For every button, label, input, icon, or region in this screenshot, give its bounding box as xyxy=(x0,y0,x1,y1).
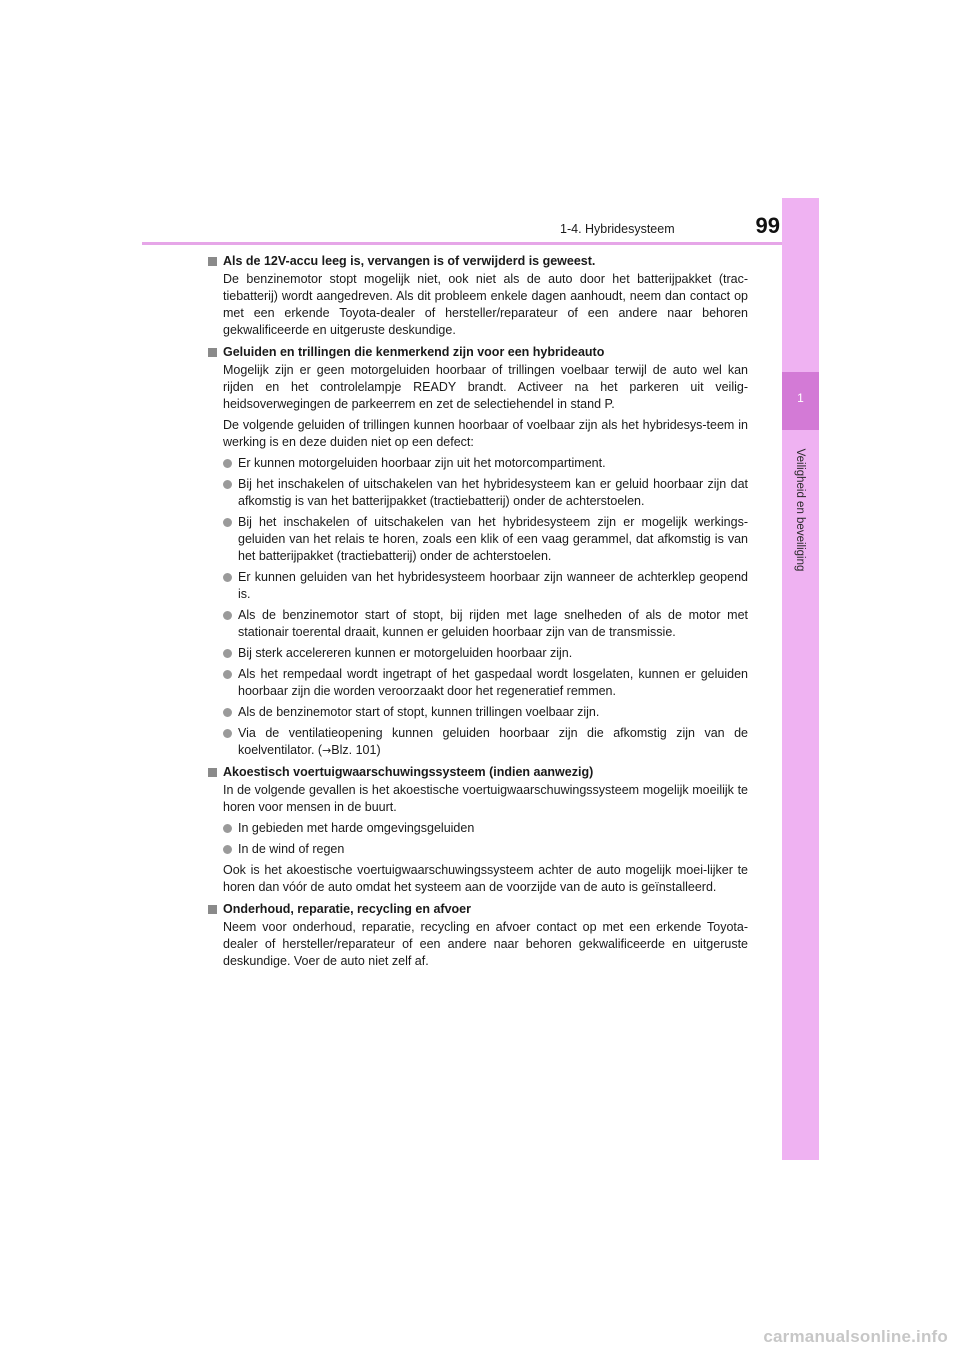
paragraph: Neem voor onderhoud, reparatie, recycling en afvoer contact op met een erkende Toyota-dealer of hersteller/reparateur of een andere naar behoren gekwalificeerde en uitgeruste deskundige. Voer de auto niet zelf af. xyxy=(223,920,748,968)
section-header-title: 1-4. Hybridesysteem xyxy=(560,222,675,236)
square-bullet-icon xyxy=(208,257,217,266)
round-bullet-icon xyxy=(223,729,232,738)
square-bullet-icon xyxy=(208,905,217,914)
list-item xyxy=(223,569,748,603)
list-item-text: In gebieden met harde omgevingsgeluiden xyxy=(238,821,475,835)
list-item-text: Bij sterk accelereren kunnen er motorgeluiden hoorbaar zijn. xyxy=(238,646,573,660)
section-heading-text: Onderhoud, reparatie, recycling en afvoer xyxy=(223,902,471,916)
chapter-number: 1 xyxy=(797,391,804,405)
list-item xyxy=(223,725,748,759)
list-item-text: Als het rempedaal wordt ingetrapt of het gaspedaal wordt losgelaten, kunnen er geluiden hoorbaar zijn die worden veroorzaakt door het regeneratief remmen. xyxy=(238,667,748,698)
round-bullet-icon xyxy=(223,845,232,854)
list-item-text: Als de benzinemotor start of stopt, bij rijden met lage snelheden of als de motor met stationair toerental draait, kunnen er geluiden hoorbaar zijn van de transmissie. xyxy=(238,608,748,639)
section-heading xyxy=(208,901,748,918)
section-heading xyxy=(208,253,748,270)
section-heading-text: Geluiden en trillingen die kenmerkend zijn voor een hybrideauto xyxy=(223,345,605,359)
section-heading xyxy=(208,764,748,781)
round-bullet-icon xyxy=(223,708,232,717)
section-12v-battery xyxy=(208,253,748,339)
section-hybrid-sounds xyxy=(208,344,748,759)
list-item-text: Als de benzinemotor start of stopt, kunnen trillingen voelbaar zijn. xyxy=(238,705,600,719)
list-item-text: In de wind of regen xyxy=(238,842,345,856)
round-bullet-icon xyxy=(223,824,232,833)
chapter-label: Veiligheid en beveiliging xyxy=(794,448,806,572)
page-number: 99 xyxy=(755,213,780,238)
paragraph: Ook is het akoestische voertuigwaarschuwingssysteem achter de auto mogelijk moei-lijker te horen dan vóór de auto omdat het systeem aan de voorzijde van de auto is geïnstalleerd. xyxy=(223,863,748,894)
round-bullet-icon xyxy=(223,480,232,489)
round-bullet-icon xyxy=(223,670,232,679)
section-heading-text: Akoestisch voertuigwaarschuwingssysteem (indien aanwezig) xyxy=(223,765,594,779)
section-heading-text: Als de 12V-accu leeg is, vervangen is of verwijderd is geweest. xyxy=(223,254,596,268)
page-content xyxy=(208,253,748,975)
watermark: carmanualsonline.info xyxy=(763,1327,948,1346)
round-bullet-icon xyxy=(223,518,232,527)
paragraph: De benzinemotor stopt mogelijk niet, ook niet als de auto door het batterijpakket (trac-tiebatterij) wordt aangedreven. Als dit probleem enkele dagen aanhoudt, neem dan contact op met een erkende Toyota-dealer of hersteller/reparateur of een andere naar behoren gekwalificeerde en uitgeruste deskundige. xyxy=(223,272,748,337)
header-rule xyxy=(142,242,819,245)
round-bullet-icon xyxy=(223,649,232,658)
list-item-text: Bij het inschakelen of uitschakelen van het hybridesysteem kan er geluid hoorbaar zijn dat afkomstig is van het batterijpakket (tractiebatterij) onder de achterstoelen. xyxy=(238,477,748,508)
list-item xyxy=(223,455,748,472)
list-item-text: Er kunnen motorgeluiden hoorbaar zijn uit het motorcompartiment. xyxy=(238,456,606,470)
round-bullet-icon xyxy=(223,611,232,620)
round-bullet-icon xyxy=(223,459,232,468)
list-item-text: Bij het inschakelen of uitschakelen van het hybridesysteem zijn er mogelijk werkings-geluiden van het relais te horen, zoals een klik of een vaag gerammel, dat afkomstig is van het batterijpakket (tractiebatterij) onder de achterstoelen. xyxy=(238,515,748,563)
list-item xyxy=(223,820,748,837)
paragraph: Mogelijk zijn er geen motorgeluiden hoorbaar of trillingen voelbaar terwijl de auto wel kan rijden en het controlelampje READY brandt. Activeer na het parkeren uit veilig-heidsoverwegingen de parkeerrem en zet de selectiehendel in stand P. xyxy=(223,363,748,411)
list-item xyxy=(223,704,748,721)
list-item xyxy=(223,666,748,700)
chapter-side-tab xyxy=(782,198,819,1160)
paragraph: In de volgende gevallen is het akoestische voertuigwaarschuwingssysteem mogelijk moeilijk te horen voor mensen in de buurt. xyxy=(223,783,748,814)
paragraph: De volgende geluiden of trillingen kunnen hoorbaar of voelbaar zijn als het hybridesys-teem in werking is en deze duiden niet op een defect: xyxy=(223,418,748,449)
round-bullet-icon xyxy=(223,573,232,582)
square-bullet-icon xyxy=(208,348,217,357)
list-item xyxy=(223,514,748,565)
list-item xyxy=(223,645,748,662)
section-acoustic-warning xyxy=(208,764,748,896)
list-item-text: Er kunnen geluiden van het hybridesysteem hoorbaar zijn wanneer de achterklep geopend is. xyxy=(238,570,748,601)
list-item xyxy=(223,841,748,858)
list-item xyxy=(223,607,748,641)
section-heading xyxy=(208,344,748,361)
page-reference-link[interactable]: Blz. 101) xyxy=(331,743,381,757)
arrow-right-icon: → xyxy=(322,744,332,757)
list-item xyxy=(223,476,748,510)
square-bullet-icon xyxy=(208,768,217,777)
section-maintenance xyxy=(208,901,748,970)
list-item-text: Via de ventilatieopening kunnen geluiden hoorbaar zijn die afkomstig zijn van de koelventilator. ( xyxy=(238,726,748,757)
